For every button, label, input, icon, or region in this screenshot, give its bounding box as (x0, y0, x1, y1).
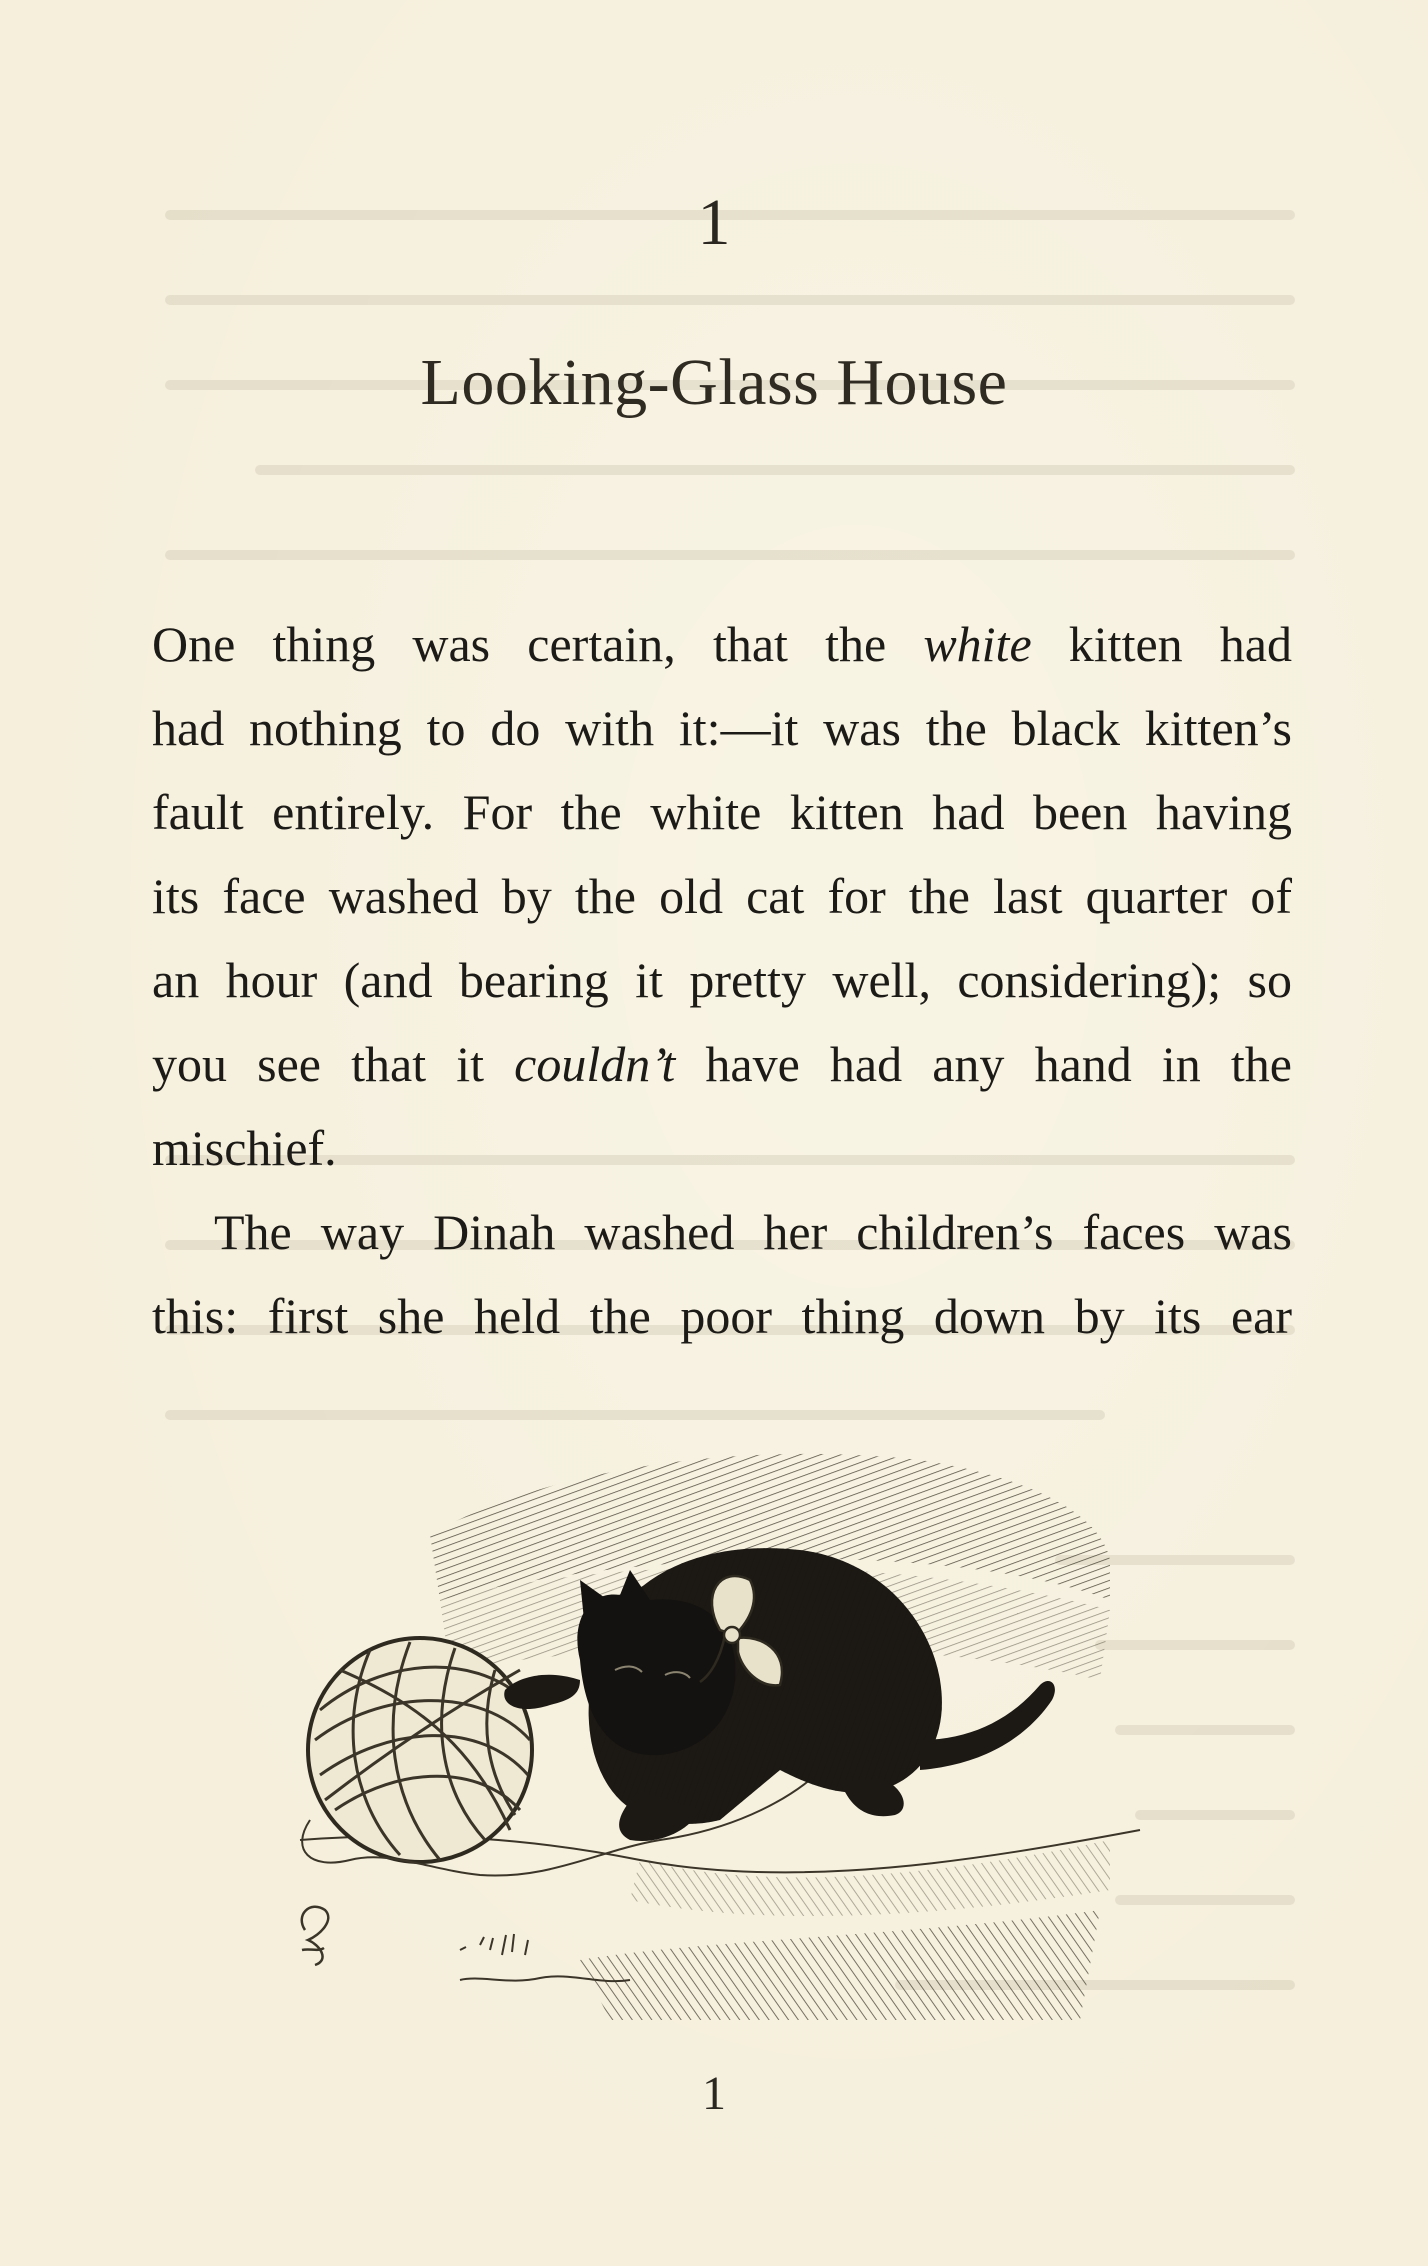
kitten-with-yarn-illustration (280, 1420, 1180, 2020)
chapter-body (152, 602, 1292, 1358)
artist-monogram (302, 1907, 329, 1965)
chapter-number: 1 (697, 186, 731, 259)
page-number: 1 (702, 2067, 726, 2120)
text-line: mischief. (152, 1120, 337, 1176)
text-line: The way Dinah washed her children’s faces was (214, 1204, 1292, 1260)
text-run: have had any hand in the (675, 1036, 1293, 1092)
text-run: you see that it (152, 1036, 515, 1092)
text-line: its face washed by the old cat for the last quarter of (152, 868, 1292, 924)
paragraph-2 (152, 1190, 1292, 1358)
text-line: an hour (and bearing it pretty well, considering); so (152, 952, 1292, 1008)
text-line: had nothing to do with it:—it was the black kitten’s (152, 700, 1292, 756)
chapter-title: Looking-Glass House (420, 346, 1008, 419)
paragraph-1 (152, 602, 1292, 1190)
text-line: this: first she held the poor thing down by its ear (152, 1288, 1292, 1344)
text-run: kitten had (1031, 616, 1292, 672)
text-line: fault entirely. For the white kitten had been having (152, 784, 1292, 840)
text-line (152, 1022, 1292, 1106)
emphasis-white: white (923, 616, 1032, 672)
text-line (152, 602, 1292, 686)
emphasis-couldnt: couldn’t (514, 1036, 676, 1092)
text-run: One thing was certain, that the (152, 616, 924, 672)
